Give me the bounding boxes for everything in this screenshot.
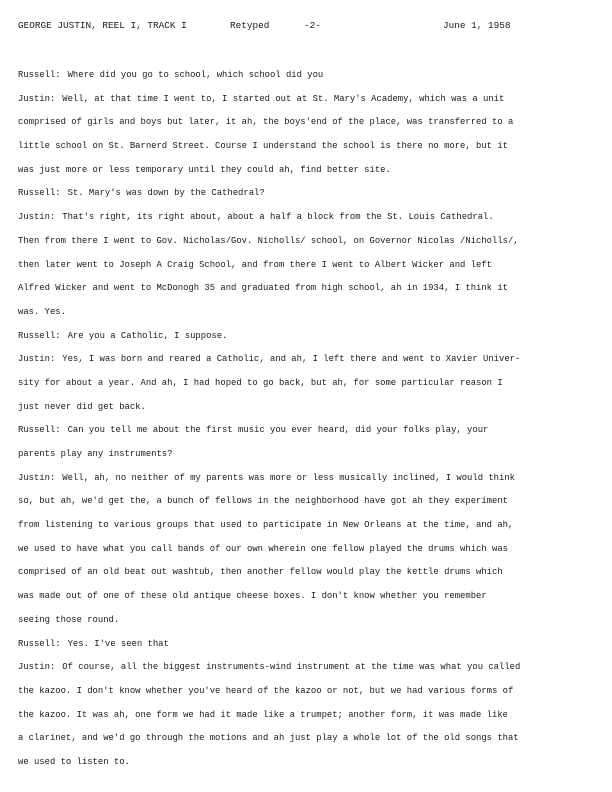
header-title: GEORGE JUSTIN, REEL I, TRACK I	[18, 20, 187, 31]
line-text: we used to listen to.	[18, 756, 130, 767]
page-header	[18, 20, 594, 34]
header-date: June 1, 1958	[443, 20, 511, 31]
transcript-line	[18, 656, 594, 680]
line-text: the kazoo. I don't know whether you've heard of the kazoo or not, but we had various forms of	[18, 685, 514, 696]
line-text: St. Mary's was down by the Cathedral?	[67, 188, 265, 199]
transcript-line	[18, 585, 594, 609]
line-text: comprised of an old beat out washtub, then another fellow would play the kettle drums which	[18, 567, 503, 578]
line-text: comprised of girls and boys but later, it ah, the boys'end of the place, was transferred to a	[18, 117, 514, 128]
transcript-line	[18, 467, 594, 491]
transcript-body	[18, 64, 594, 775]
line-text: sity for about a year. And ah, I had hoped to go back, but ah, for some particular reason I	[18, 377, 503, 388]
speaker-label: Justin:	[18, 472, 56, 483]
line-text: so, but ah, we'd get the, a bunch of fellows in the neighborhood have got ah they experiment	[18, 496, 508, 507]
line-text: Well, at that time I went to, I started out at St. Mary's Academy, which was a unit	[62, 93, 505, 104]
line-text: Are you a Catholic, I suppose.	[67, 330, 228, 341]
transcript-line	[18, 680, 594, 704]
transcript-line	[18, 88, 594, 112]
line-text: Then from there I went to Gov. Nicholas/Gov. Nicholls/ school, on Governor Nicolas /Nicholls/,	[18, 235, 519, 246]
transcript-line	[18, 206, 594, 230]
speaker-label: Justin:	[18, 662, 56, 673]
transcript-line	[18, 301, 594, 325]
transcript-line	[18, 538, 594, 562]
transcript-line	[18, 609, 594, 633]
line-text: Of course, all the biggest instruments-wind instrument at the time was what you called	[62, 662, 521, 673]
line-text: Can you tell me about the first music you ever heard, did your folks play, your	[67, 425, 489, 436]
transcript-line	[18, 633, 594, 657]
transcript-line	[18, 348, 594, 372]
transcript-line	[18, 111, 594, 135]
line-text: was. Yes.	[18, 306, 66, 317]
line-text: Where did you go to school, which school did you	[67, 70, 324, 80]
transcript-line	[18, 490, 594, 514]
transcript-line	[18, 159, 594, 183]
speaker-label: Russell:	[18, 638, 61, 649]
speaker-label: Justin:	[18, 93, 56, 104]
line-text: seeing those round.	[18, 614, 120, 625]
transcript-line	[18, 64, 594, 88]
line-text: Yes, I was born and reared a Catholic, and ah, I left there and went to Xavier Univer-	[62, 354, 521, 365]
speaker-label: Justin:	[18, 212, 56, 223]
line-text: from listening to various groups that used to participate in New Orleans at the time, and ah,	[18, 520, 514, 531]
line-text: was just more or less temporary until they could ah, find better site.	[18, 164, 391, 175]
transcript-line	[18, 277, 594, 301]
line-text: just never did get back.	[18, 401, 146, 412]
transcript-line	[18, 751, 594, 775]
line-text: we used to have what you call bands of our own wherein one fellow played the drums which was	[18, 543, 508, 554]
line-text: the kazoo. It was ah, one form we had it made like a trumpet; another form, it was made like	[18, 709, 508, 720]
line-text: That's right, its right about, about a half a block from the St. Louis Cathedral.	[62, 212, 494, 223]
speaker-label: Justin:	[18, 354, 56, 365]
header-page-number: -2-	[304, 20, 321, 31]
line-text: Alfred Wicker and went to McDonogh 35 and graduated from high school, ah in 1934, I think it	[18, 283, 508, 294]
transcript-line	[18, 419, 594, 443]
line-text: then later went to Joseph A Craig School, and from there I went to Albert Wicker and left	[18, 259, 493, 270]
speaker-label: Russell:	[18, 425, 61, 436]
speaker-label: Russell:	[18, 70, 61, 80]
line-text: a clarinet, and we'd go through the motions and ah just play a whole lot of the old songs that	[18, 733, 519, 744]
transcript-line	[18, 135, 594, 159]
transcript-line	[18, 325, 594, 349]
line-text: parents play any instruments?	[18, 449, 173, 459]
transcript-line	[18, 561, 594, 585]
speaker-label: Russell:	[18, 330, 61, 341]
transcript-line	[18, 396, 594, 420]
transcript-line	[18, 230, 594, 254]
transcript-line	[18, 443, 594, 467]
line-text: Well, ah, no neither of my parents was more or less musically inclined, I would think	[62, 472, 515, 483]
header-retyped: Retyped	[230, 20, 270, 31]
transcript-line	[18, 182, 594, 206]
transcript-line	[18, 372, 594, 396]
line-text: Yes. I've seen that	[67, 638, 169, 649]
line-text: little school on St. Barnerd Street. Course I understand the school is there no more, but it	[18, 141, 508, 152]
transcript-line	[18, 514, 594, 538]
line-text: was made out of one of these old antique cheese boxes. I don't know whether you remember	[18, 591, 487, 602]
transcript-line	[18, 727, 594, 751]
transcript-line	[18, 704, 594, 728]
speaker-label: Russell:	[18, 188, 61, 199]
transcript-line	[18, 254, 594, 278]
